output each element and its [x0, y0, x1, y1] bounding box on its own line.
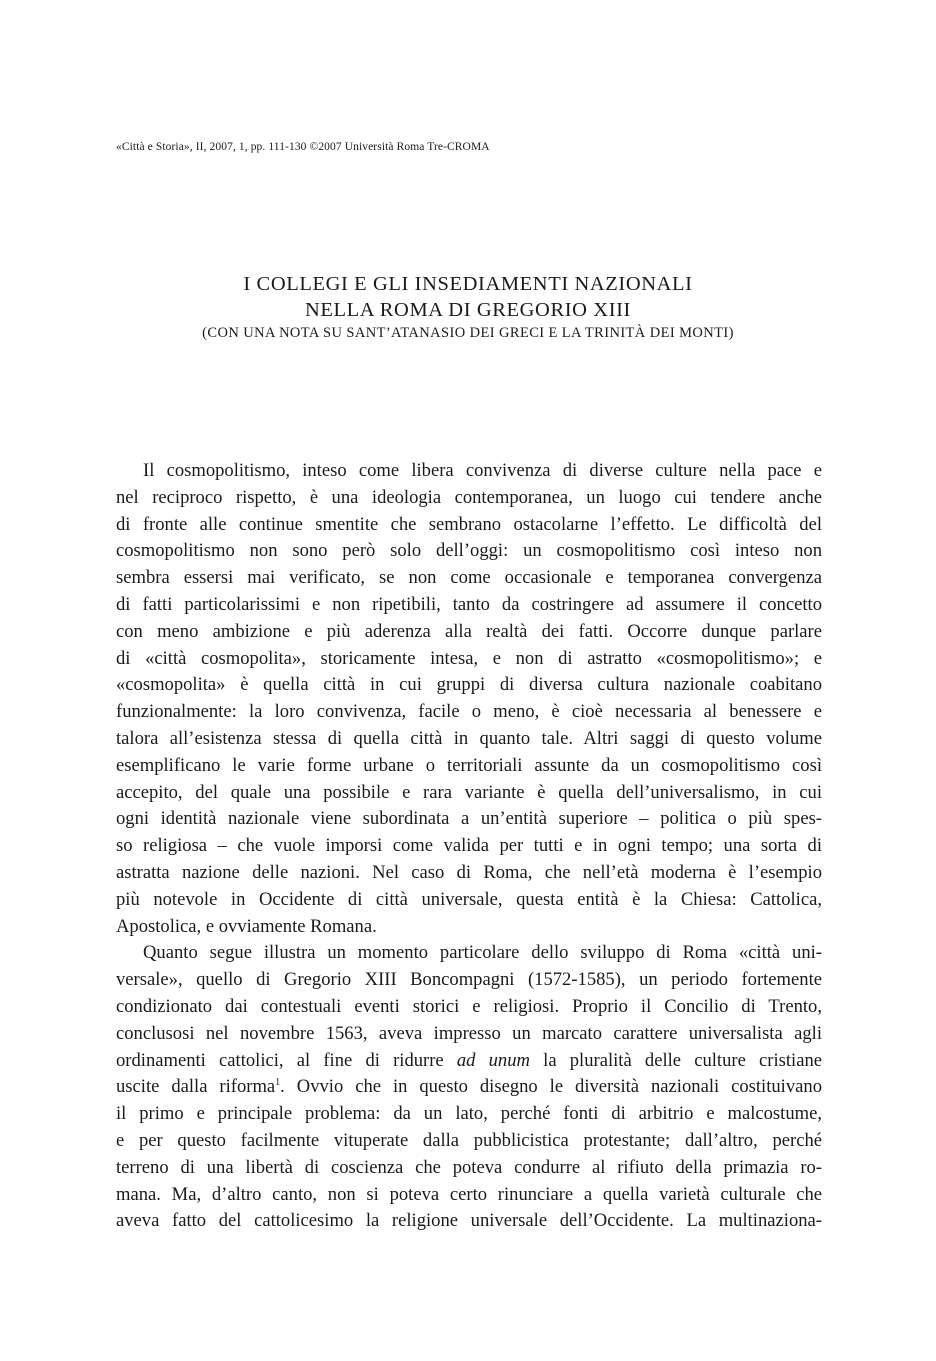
text-line: di fatti particolarissimi e non ripetibili, tanto da costringere ad assumere il concetto	[116, 593, 822, 615]
text-line: sembra essersi mai verificato, se non come occasionale e temporanea convergenza	[116, 567, 822, 589]
text-line: di «città cosmopolita», storicamente intesa, e non di astratto «cosmopolitismo»; e	[116, 647, 822, 669]
text-line: mana. Ma, d’altro canto, non si poteva certo rinunciare a quella varietà culturale che	[116, 1183, 822, 1205]
text-line: esemplificano le varie forme urbane o territoriali assunte da un cosmopolitismo così	[116, 754, 822, 776]
text-segment: ordinamenti cattolici, al fine di ridurre	[116, 1049, 457, 1071]
italic-phrase: ad unum	[456, 1049, 530, 1071]
text-line: «cosmopolita» è quella città in cui gruppi di diversa cultura nazionale coabitano	[116, 674, 822, 696]
running-head: «Città e Storia», II, 2007, 1, pp. 111-130 ©2007 Università Roma Tre-CROMA	[116, 141, 490, 153]
text-line: più notevole in Occidente di città universale, questa entità è la Chiesa: Cattolica,	[116, 888, 822, 910]
text-line: cosmopolitismo non sono però solo dell’oggi: un cosmopolitismo così inteso non	[116, 540, 822, 562]
text-line: conclusosi nel novembre 1563, aveva impresso un marcato carattere universalista agli	[116, 1022, 822, 1044]
text-line: ogni identità nazionale viene subordinata a un’entità superiore – politica o più spes-	[116, 808, 822, 830]
text-line	[116, 1048, 822, 1075]
text-line: il primo e principale problema: da un lato, perché fonti di arbitrio e malcostume,	[116, 1103, 822, 1125]
text-line: astratta nazione delle nazioni. Nel caso di Roma, che nell’età moderna è l’esempio	[116, 861, 822, 883]
text-line: condizionato dai contestuali eventi storici e religiosi. Proprio il Concilio di Trento,	[116, 995, 822, 1017]
article-title-line-1: I COLLEGI E GLI INSEDIAMENTI NAZIONALI	[243, 273, 693, 295]
paragraph-1	[116, 458, 822, 940]
body-text	[116, 458, 822, 1235]
text-line: Quanto segue illustra un momento particolare dello sviluppo di Roma «città uni-	[143, 942, 822, 964]
text-line: con meno ambizione e più aderenza alla realtà dei fatti. Occorre dunque parlare	[116, 620, 822, 642]
text-line: di fronte alle continue smentite che sembrano ostacolarne l’effetto. Le difficoltà del	[116, 513, 822, 535]
text-line: aveva fatto del cattolicesimo la religione universale dell’Occidente. La multinaziona-	[116, 1210, 822, 1232]
text-line: nel reciproco rispetto, è una ideologia contemporanea, un luogo cui tendere anche	[116, 486, 822, 508]
article-title-line-2: NELLA ROMA DI GREGORIO XIII	[305, 299, 631, 321]
text-line: talora all’esistenza stessa di quella città in quanto tale. Altri saggi di questo volume	[116, 727, 822, 749]
text-line: Il cosmopolitismo, inteso come libera convivenza di diverse culture nella pace e	[143, 460, 822, 481]
text-line: e per questo facilmente vituperate dalla pubblicistica protestante; dall’altro, perché	[116, 1129, 822, 1151]
text-segment: . Ovvio che in questo disegno le diversità nazionali costituivano	[280, 1076, 822, 1098]
footnote-marker[interactable]: 1	[275, 1077, 281, 1089]
text-line: funzionalmente: la loro convivenza, facile o meno, è cioè necessaria al benessere e	[116, 701, 822, 723]
text-line: terreno di una libertà di coscienza che poteva condurre al rifiuto della primazia ro-	[116, 1156, 822, 1178]
text-line: so religiosa – che vuole imporsi come valida per tutti e in ogni tempo; una sorta di	[116, 835, 822, 857]
article-subtitle: (CON UNA NOTA SU SANT’ATANASIO DEI GRECI E LA TRINITÀ DEI MONTI)	[202, 325, 734, 341]
text-segment: la pluralità delle culture cristiane	[529, 1049, 822, 1071]
paragraph-2	[116, 940, 822, 1235]
article-title-block	[0, 271, 936, 343]
text-line: versale», quello di Gregorio XIII Boncompagni (1572-1585), un periodo fortemente	[116, 969, 822, 991]
text-line: accepito, del quale una possibile e rara variante è quella dell’universalismo, in cui	[116, 781, 822, 803]
text-line: Apostolica, e ovviamente Romana.	[116, 915, 377, 937]
text-line	[116, 1074, 822, 1101]
text-segment: uscite dalla riforma	[116, 1076, 276, 1098]
